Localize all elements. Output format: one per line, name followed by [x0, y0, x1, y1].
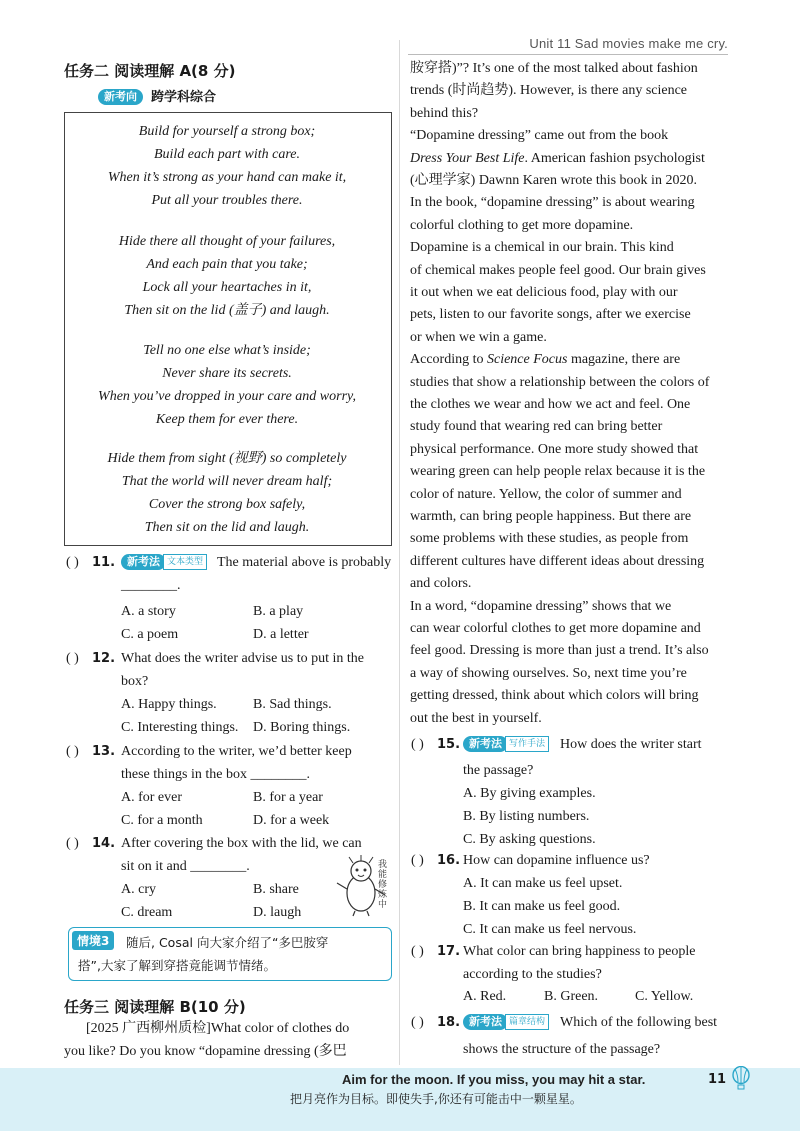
poem-line: Keep them for ever there.	[155, 412, 299, 427]
question-number: 17.	[437, 944, 461, 959]
answer-paren: ( )	[66, 744, 79, 759]
answer-option[interactable]: A. Happy things.	[121, 697, 217, 712]
question-stem: What color can bring happiness to people	[463, 944, 696, 959]
passage-line: out the best in yourself.	[410, 710, 542, 726]
answer-paren: ( )	[411, 1015, 424, 1030]
question-number: 11.	[92, 555, 116, 570]
title-italic: Dress Your Best Life	[410, 150, 525, 166]
passage-line: different cultures have different ideas about dressing	[410, 553, 705, 569]
question-stem-cont: these things in the box ________.	[121, 767, 310, 782]
answer-option[interactable]: C. a poem	[121, 627, 179, 642]
passage-line: of chemical makes people feel good. Our brain gives	[410, 262, 706, 278]
answer-option[interactable]: B. Sad things.	[253, 697, 332, 712]
question-stem: After covering the box with the lid, we can	[121, 836, 362, 851]
answer-paren: ( )	[66, 555, 79, 570]
question-stem: According to the writer, we’d better keep	[121, 744, 352, 759]
footer-quote-cn: 把月亮作为目标。即使失手,你还有可能击中一颗星星。	[290, 1092, 582, 1106]
poem-line: Lock all your heartaches in it,	[142, 280, 312, 295]
passage-line: physical performance. One more study showed that	[410, 441, 699, 457]
answer-paren: ( )	[411, 737, 424, 752]
answer-option[interactable]: C. Yellow.	[635, 989, 694, 1004]
answer-option[interactable]: D. Boring things.	[253, 720, 351, 735]
answer-option[interactable]: A. for ever	[121, 790, 183, 805]
question-stem: The material above is probably	[217, 555, 392, 570]
question-number: 14.	[92, 836, 116, 851]
passage-line: and colors.	[410, 576, 472, 592]
answer-option[interactable]: A. By giving examples.	[463, 786, 596, 801]
question-number: 13.	[92, 744, 116, 759]
task2-title: 任务二 阅读理解 A(8 分)	[64, 62, 236, 80]
question-stem: How does the writer start	[560, 737, 702, 752]
poem-line: Build for yourself a strong box;	[138, 124, 316, 139]
poem-line: When you’ve dropped in your care and worry,	[98, 389, 356, 404]
task2-tag-row	[98, 86, 216, 106]
question-stem-cont: box?	[121, 674, 149, 689]
answer-option[interactable]: B. for a year	[253, 790, 323, 805]
answer-option[interactable]: A. a story	[121, 604, 176, 619]
question-type-tag: 写作手法	[505, 736, 549, 752]
question-stem: Which of the following best	[560, 1015, 718, 1030]
question-type-tag: 文本类型	[163, 554, 207, 570]
passage-line: wearing green can help people relax because it is the	[410, 464, 706, 480]
poem-line: And each pain that you take;	[146, 257, 308, 272]
question-type-tag: 篇章结构	[505, 1014, 549, 1030]
new-method-badge: 新考法	[463, 1014, 508, 1030]
question-stem: How can dopamine influence us?	[463, 853, 650, 868]
new-method-badge: 新考法	[463, 736, 508, 752]
scene-text-2: 搭”,大家了解到穿搭竟能调节情绪。	[78, 958, 276, 973]
poem-line: Never share its secrets.	[162, 366, 292, 381]
passage-line: In the book, “dopamine dressing” is about wearing	[410, 195, 695, 211]
poem-line: Then sit on the lid and laugh.	[144, 520, 310, 535]
question-badge	[463, 1014, 549, 1030]
poem-line: Build each part with care.	[153, 147, 301, 162]
question-stem-cont: shows the structure of the passage?	[463, 1042, 661, 1057]
passage-line: 胺穿搭)”? It’s one of the most talked about fashion	[410, 61, 698, 76]
question-number: 16.	[437, 853, 461, 868]
poem-line: Tell no one else what’s inside;	[143, 343, 311, 358]
question-stem: What does the writer advise us to put in the	[121, 651, 364, 666]
passage-line: getting dressed, think about which colors will bring	[410, 688, 699, 704]
question-number: 18.	[437, 1015, 461, 1030]
answer-option[interactable]: B. a play	[253, 604, 304, 619]
task3-title: 任务三 阅读理解 B(10 分)	[64, 998, 246, 1016]
passage-line: feel good. Dressing is more than just a trend. It’s also	[410, 643, 709, 659]
passage-line: a way of showing ourselves. So, next time you’re	[410, 665, 687, 681]
question-number: 15.	[437, 737, 461, 752]
cross-subject-label: 跨学科综合	[151, 90, 217, 105]
poem-line: Hide them from sight (视野) so completely	[107, 451, 347, 466]
balloon-icon	[730, 1066, 752, 1090]
answer-option[interactable]: C. It can make us feel nervous.	[463, 922, 637, 937]
passage-line: pets, listen to our favorite songs, after we exercise	[410, 307, 691, 323]
passage-line: According to Science Focus magazine, there are	[410, 352, 681, 368]
answer-option[interactable]: B. Green.	[544, 989, 599, 1004]
answer-option[interactable]: D. for a week	[253, 813, 330, 828]
answer-option[interactable]: D. laugh	[253, 905, 302, 920]
answer-paren: ( )	[411, 853, 424, 868]
question-stem-cont: ________.	[121, 578, 181, 593]
answer-option[interactable]: B. It can make us feel good.	[463, 899, 621, 914]
poem-line: That the world will never dream half;	[121, 474, 333, 489]
unit-header: Unit 11 Sad movies make me cry.	[529, 36, 728, 51]
passage-line: Dopamine is a chemical in our brain. This kind	[410, 240, 674, 256]
answer-paren: ( )	[411, 944, 424, 959]
task3-intro-1: [2025 广西柳州质检]What color of clothes do	[86, 1021, 350, 1036]
new-direction-badge: 新考向	[98, 89, 143, 105]
answer-option[interactable]: B. share	[253, 882, 299, 897]
answer-option[interactable]: C. dream	[121, 905, 173, 920]
column-divider	[399, 40, 400, 1065]
answer-option[interactable]: D. a letter	[253, 627, 309, 642]
passage-line: (心理学家) Dawnn Karen wrote this book in 2020.	[410, 173, 697, 188]
question-badge	[463, 736, 549, 752]
header-rule	[408, 54, 728, 55]
passage-line: or when we win a game.	[410, 329, 547, 345]
answer-paren: ( )	[66, 651, 79, 666]
stamp-text: 我能修炼中	[378, 860, 388, 910]
passage-line: warmth, can bring people happiness. But there are	[410, 509, 692, 524]
poem-line: Cover the strong box safely,	[148, 497, 306, 512]
page-number: 11	[708, 1072, 727, 1087]
question-badge	[121, 554, 207, 570]
task3-intro-2: you like? Do you know “dopamine dressing (多巴	[64, 1044, 347, 1059]
passage-line: Dress Your Best Life. American fashion psychologist	[410, 150, 705, 166]
question-number: 12.	[92, 651, 116, 666]
poem-line: Then sit on the lid (盖子) and laugh.	[124, 303, 330, 318]
question-stem-cont: according to the studies?	[463, 967, 602, 982]
question-stem-cont: sit on it and ________.	[121, 859, 250, 874]
passage-line: In a word, “dopamine dressing” shows that we	[410, 598, 672, 614]
passage-line: trends (时尚趋势). However, is there any science	[410, 83, 688, 99]
passage-line: color of nature. Yellow, the color of summer and	[410, 486, 682, 502]
answer-option[interactable]: A. Red.	[463, 989, 507, 1004]
passage-line: studies that show a relationship between the colors of	[410, 374, 710, 390]
passage-line: some problems with these studies, as people from	[410, 531, 689, 547]
answer-option[interactable]: A. It can make us feel upset.	[463, 876, 623, 891]
answer-option[interactable]: C. By asking questions.	[463, 832, 596, 847]
passage-line: it out when we eat delicious food, play with our	[410, 285, 678, 300]
answer-option[interactable]: C. for a month	[121, 813, 203, 828]
answer-option[interactable]: C. Interesting things.	[121, 720, 239, 735]
poem-line: Put all your troubles there.	[151, 193, 303, 208]
passage-line: the clothes we wear and how we act and feel. One	[410, 397, 691, 412]
passage-line: “Dopamine dressing” came out from the book	[410, 128, 669, 144]
new-method-badge: 新考法	[121, 554, 166, 570]
scene-label: 情境3	[72, 931, 114, 950]
poem-line: Hide there all thought of your failures,	[118, 234, 336, 249]
passage-line: study found that wearing red can bring better	[410, 419, 663, 435]
question-stem-cont: the passage?	[463, 763, 534, 778]
answer-option[interactable]: B. By listing numbers.	[463, 809, 590, 824]
answer-option[interactable]: A. cry	[121, 882, 156, 897]
footer-quote-en: Aim for the moon. If you miss, you may hit a star.	[342, 1072, 646, 1087]
scene-text-1: 随后, Cosal 向大家介绍了“多巴胺穿	[126, 935, 329, 950]
poem-line: When it’s strong as your hand can make it,	[107, 170, 347, 185]
passage-line: colorful clothing to get more dopamine.	[410, 217, 634, 233]
passage-line: behind this?	[410, 105, 479, 121]
title-italic: Science Focus	[486, 352, 568, 368]
passage-line: can wear colorful clothes to get more dopamine and	[410, 621, 701, 636]
answer-paren: ( )	[66, 836, 79, 851]
